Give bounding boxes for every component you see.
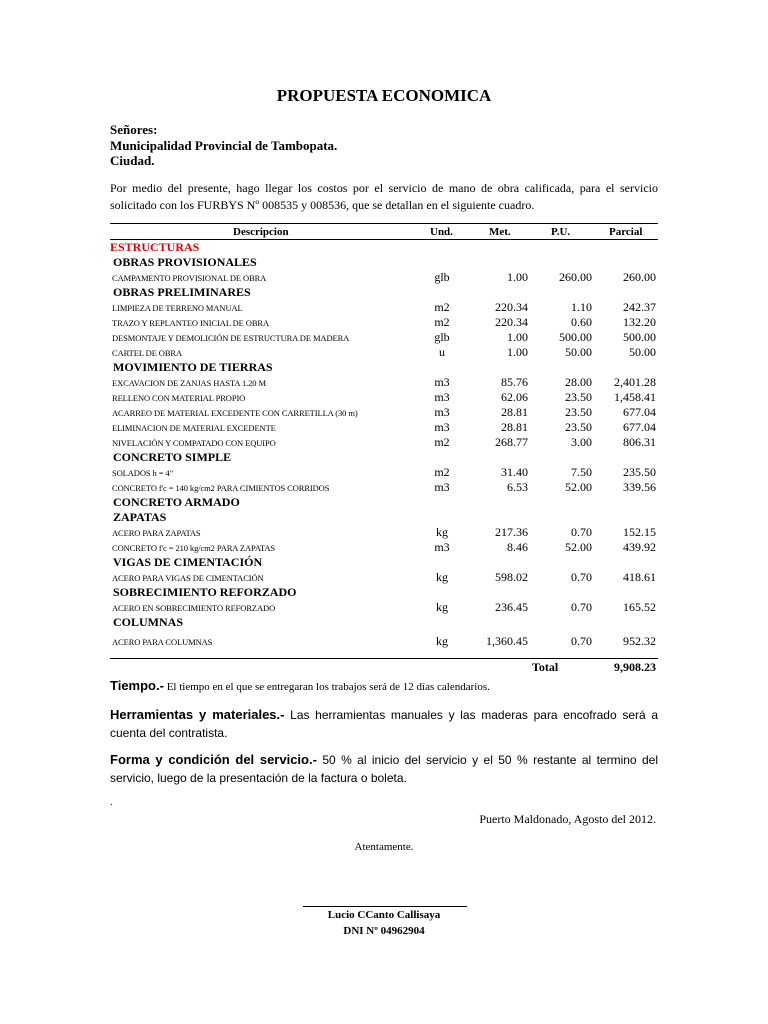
item-subtotal: 439.92 xyxy=(623,540,656,554)
table-row xyxy=(110,600,658,615)
section-row xyxy=(110,360,658,375)
item-quantity: 1.00 xyxy=(507,270,528,284)
item-subtotal: 677.04 xyxy=(623,405,656,419)
item-unit: m3 xyxy=(434,480,450,494)
item-unit: kg xyxy=(436,570,448,584)
place-date: Puerto Maldonado, Agosto del 2012. xyxy=(479,812,656,826)
item-description: ACERO EN SOBRECIMIENTO REFORZADO xyxy=(112,603,276,613)
section-row xyxy=(110,285,658,300)
table-row xyxy=(110,634,658,649)
table-row xyxy=(110,435,658,450)
item-subtotal: 242.37 xyxy=(623,300,656,314)
item-quantity: 85.76 xyxy=(501,375,528,389)
page-title: PROPUESTA ECONOMICA xyxy=(276,86,492,105)
section-label: CONCRETO SIMPLE xyxy=(113,450,232,464)
table-row xyxy=(110,540,658,555)
table-row xyxy=(110,465,658,480)
header-descripcion: Descripcion xyxy=(233,226,289,238)
item-subtotal: 2,401.28 xyxy=(614,375,656,389)
item-subtotal: 339.56 xyxy=(623,480,656,494)
item-description: TRAZO Y REPLANTEO INICIAL DE OBRA xyxy=(112,318,270,328)
item-unit-price: 7.50 xyxy=(571,465,592,479)
section-row xyxy=(110,615,658,630)
item-unit: glb xyxy=(434,330,450,344)
table-top-rule xyxy=(110,223,658,224)
table-row xyxy=(110,525,658,540)
section-row xyxy=(110,495,658,510)
section-label: CONCRETO ARMADO xyxy=(113,495,240,509)
item-unit: kg xyxy=(436,634,448,648)
item-unit: glb xyxy=(434,270,450,284)
item-description: ACERO PARA ZAPATAS xyxy=(112,528,201,538)
section-label: SOBRECIMIENTO REFORZADO xyxy=(113,585,297,599)
item-description: EXCAVACION DE ZANJAS HASTA 1.20 M xyxy=(112,378,266,388)
item-quantity: 268.77 xyxy=(495,435,528,449)
item-quantity: 1.00 xyxy=(507,345,528,359)
item-unit-price: 0.70 xyxy=(571,634,592,648)
section-label: VIGAS DE CIMENTACIÓN xyxy=(113,555,263,569)
item-description: NIVELACIÓN Y COMPATADO CON EQUIPO xyxy=(112,438,276,448)
item-subtotal: 235.50 xyxy=(623,465,656,479)
closing: Atentamente. xyxy=(354,841,414,853)
item-subtotal: 260.00 xyxy=(623,270,656,284)
header-und: Und. xyxy=(430,226,453,238)
table-row xyxy=(110,300,658,315)
section-row xyxy=(110,510,658,525)
item-description: RELLENO CON MATERIAL PROPIO xyxy=(112,393,246,403)
table-row xyxy=(110,375,658,390)
item-subtotal: 132.20 xyxy=(623,315,656,329)
item-unit: m3 xyxy=(434,375,450,389)
forma-paragraph xyxy=(110,751,658,787)
tiempo-text: El tiempo en el que se entregaran los trabajos será de 12 días calendarios. xyxy=(163,681,490,693)
item-subtotal: 418.61 xyxy=(623,570,656,584)
item-subtotal: 165.52 xyxy=(623,600,656,614)
item-unit-price: 50.00 xyxy=(565,345,592,359)
item-subtotal: 677.04 xyxy=(623,420,656,434)
item-subtotal: 50.00 xyxy=(629,345,656,359)
table-row xyxy=(110,345,658,360)
table-row xyxy=(110,330,658,345)
section-label: MOVIMIENTO DE TIERRAS xyxy=(113,360,273,374)
recipient-city: Ciudad. xyxy=(110,153,155,168)
item-unit-price: 0.70 xyxy=(571,570,592,584)
item-unit: kg xyxy=(436,525,448,539)
item-unit-price: 0.60 xyxy=(571,315,592,329)
item-unit-price: 260.00 xyxy=(559,270,592,284)
item-quantity: 598.02 xyxy=(495,570,528,584)
section-row xyxy=(110,240,658,255)
item-description: DESMONTAJE Y DEMOLICIÓN DE ESTRUCTURA DE MADERA xyxy=(112,333,350,343)
item-quantity: 31.40 xyxy=(501,465,528,479)
item-description: ACERO PARA COLUMNAS xyxy=(112,637,213,647)
item-unit-price: 1.10 xyxy=(571,300,592,314)
item-unit: m3 xyxy=(434,405,450,419)
item-unit: kg xyxy=(436,600,448,614)
item-quantity: 8.46 xyxy=(507,540,528,554)
section-label: ZAPATAS xyxy=(113,510,167,524)
item-unit-price: 500.00 xyxy=(559,330,592,344)
item-description: SOLADOS h = 4" xyxy=(112,468,173,478)
item-subtotal: 1,458.41 xyxy=(614,390,656,404)
item-quantity: 28.81 xyxy=(501,420,528,434)
forma-label: Forma y condición del servicio.- xyxy=(110,752,317,767)
total-label: Total xyxy=(532,660,559,674)
herramientas-label: Herramientas y materiales.- xyxy=(110,707,285,722)
table-row xyxy=(110,270,658,285)
item-description: CAMPAMENTO PROVISIONAL DE OBRA xyxy=(112,273,267,283)
table-row xyxy=(110,405,658,420)
signature-line xyxy=(303,906,467,907)
item-quantity: 1.00 xyxy=(507,330,528,344)
section-label: OBRAS PROVISIONALES xyxy=(113,255,257,269)
table-row xyxy=(110,570,658,585)
item-unit-price: 3.00 xyxy=(571,435,592,449)
table-bottom-rule xyxy=(110,658,658,659)
table-row xyxy=(110,480,658,495)
item-description: ELIMINACION DE MATERIAL EXCEDENTE xyxy=(112,423,276,433)
forma-text: 50 % al inicio del servicio y el 50 % restante al termino del servicio, luego de la presentación de la factura o boleta. xyxy=(110,753,659,785)
item-unit: m3 xyxy=(434,390,450,404)
signer-dni: DNI Nº 04962904 xyxy=(343,925,425,937)
section-label: COLUMNAS xyxy=(113,615,184,629)
item-quantity: 62.06 xyxy=(501,390,528,404)
section-label: OBRAS PRELIMINARES xyxy=(113,285,251,299)
section-row xyxy=(110,255,658,270)
item-unit-price: 23.50 xyxy=(565,405,592,419)
item-quantity: 1,360.45 xyxy=(486,634,528,648)
item-unit: m2 xyxy=(434,465,450,479)
tiempo-paragraph xyxy=(110,677,658,696)
tiempo-label: Tiempo.- xyxy=(110,678,164,693)
item-quantity: 220.34 xyxy=(495,315,528,329)
item-quantity: 6.53 xyxy=(507,480,528,494)
intro-paragraph: Por medio del presente, hago llegar los costos por el servicio de mano de obra calificada, para el servicio solicitado con los FURBYS Nº 008535 y 008536, que se detallan en el siguiente cuadro. xyxy=(110,181,658,212)
item-unit: m2 xyxy=(434,300,450,314)
stray-dot: . xyxy=(110,797,113,808)
item-subtotal: 952.32 xyxy=(623,634,656,648)
item-description: ACERO PARA VIGAS DE CIMENTACIÓN xyxy=(112,573,264,583)
section-row xyxy=(110,585,658,600)
item-unit: u xyxy=(439,345,445,359)
item-description: CARTEL DE OBRA xyxy=(112,348,183,358)
herramientas-text: Las herramientas manuales y las maderas para encofrado será a cuenta del contratista. xyxy=(110,708,659,740)
item-quantity: 217.36 xyxy=(495,525,528,539)
section-row xyxy=(110,450,658,465)
item-unit: m3 xyxy=(434,420,450,434)
herramientas-paragraph xyxy=(110,706,658,742)
item-unit-price: 28.00 xyxy=(565,375,592,389)
section-row xyxy=(110,555,658,570)
item-unit-price: 52.00 xyxy=(565,540,592,554)
item-description: ACARREO DE MATERIAL EXCEDENTE CON CARRETILLA (30 m) xyxy=(112,408,358,418)
table-row xyxy=(110,420,658,435)
header-pu: P.U. xyxy=(551,226,571,238)
item-unit-price: 0.70 xyxy=(571,525,592,539)
item-unit-price: 0.70 xyxy=(571,600,592,614)
item-quantity: 236.45 xyxy=(495,600,528,614)
recipient-name: Municipalidad Provincial de Tambopata. xyxy=(110,138,338,153)
item-unit: m3 xyxy=(434,540,450,554)
item-unit-price: 52.00 xyxy=(565,480,592,494)
item-quantity: 28.81 xyxy=(501,405,528,419)
total-value: 9,908.23 xyxy=(614,660,656,674)
header-met: Met. xyxy=(489,226,511,238)
table-row xyxy=(110,315,658,330)
item-unit: m2 xyxy=(434,315,450,329)
item-description: LIMPIEZA DE TERRENO MANUAL xyxy=(112,303,243,313)
item-unit: m2 xyxy=(434,435,450,449)
recipient-salutation: Señores: xyxy=(110,122,158,137)
signer-name: Lucio CCanto Callisaya xyxy=(327,909,441,921)
item-description: CONCRETO f'c = 210 kg/cm2 PARA ZAPATAS xyxy=(112,543,276,553)
item-unit-price: 23.50 xyxy=(565,420,592,434)
item-subtotal: 806.31 xyxy=(623,435,656,449)
item-subtotal: 500.00 xyxy=(623,330,656,344)
header-parcial: Parcial xyxy=(609,226,643,238)
table-row xyxy=(110,390,658,405)
item-subtotal: 152.15 xyxy=(623,525,656,539)
item-description: CONCRETO f'c = 140 kg/cm2 PARA CIMIENTOS CORRIDOS xyxy=(112,483,330,493)
section-label: ESTRUCTURAS xyxy=(110,240,200,254)
item-unit-price: 23.50 xyxy=(565,390,592,404)
item-quantity: 220.34 xyxy=(495,300,528,314)
